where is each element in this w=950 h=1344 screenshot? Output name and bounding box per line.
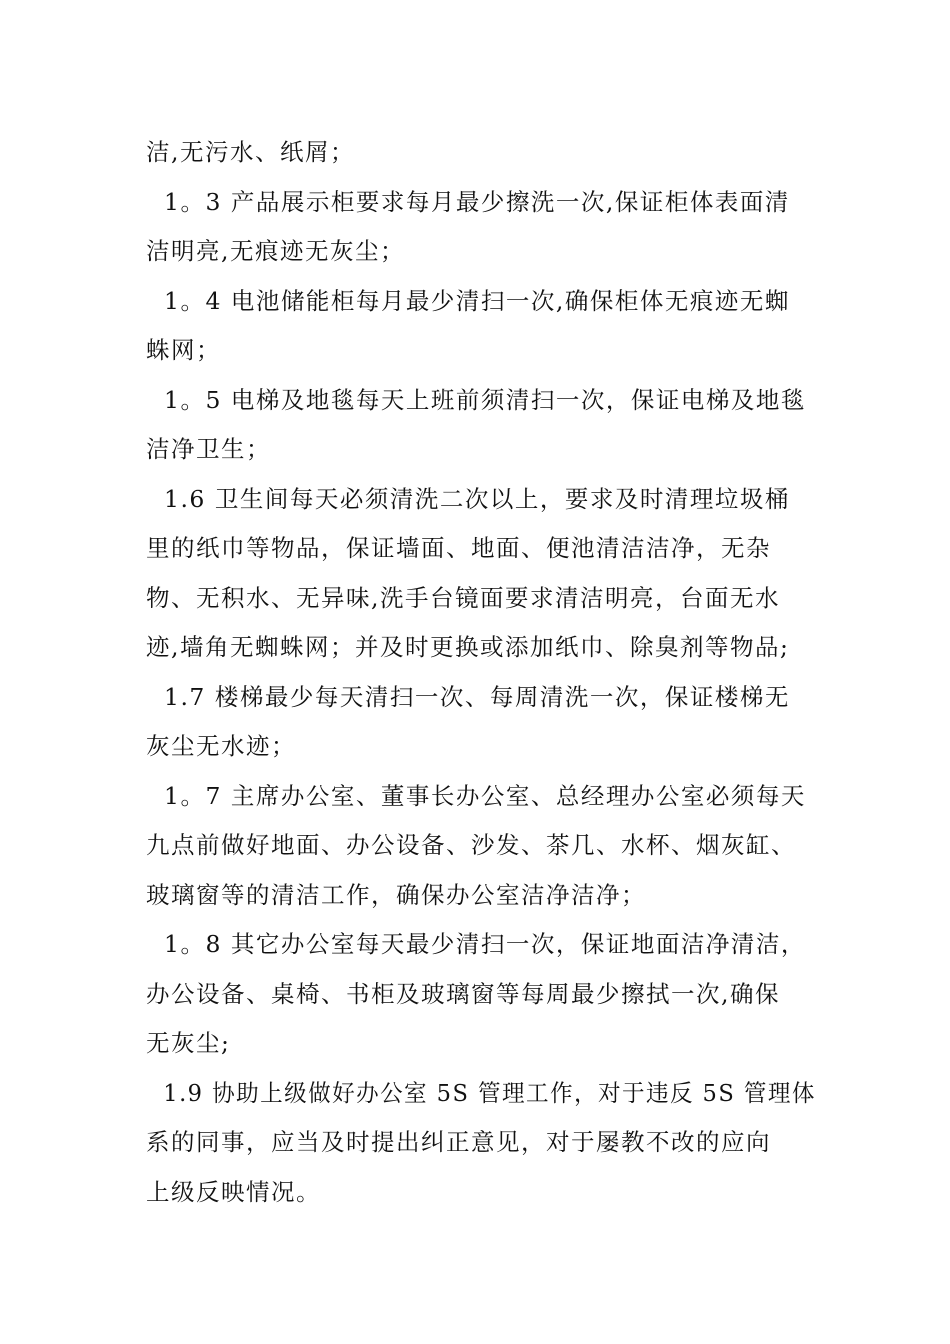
text-line: 1。4 电池储能柜每月最少清扫一次,确保柜体无痕迹无蜘	[164, 286, 790, 315]
text-line: 1。3 产品展示柜要求每月最少擦洗一次,保证柜体表面清	[164, 187, 790, 216]
text-line: 无灰尘;	[146, 1029, 231, 1057]
text-line: 1。7 主席办公室、董事长办公室、总经理办公室必须每天	[164, 781, 806, 810]
text-line: 1。5 电梯及地毯每天上班前须清扫一次，保证电梯及地毯	[164, 385, 806, 414]
paragraph	[146, 772, 816, 921]
text-line: 洁明亮,无痕迹无灰尘；	[146, 237, 405, 265]
paragraph	[146, 920, 816, 1069]
text-line: 1.9 协助上级做好办公室 5S 管理工作，对于违反 5S 管理体	[163, 1078, 816, 1107]
text-line: 里的纸巾等物品，保证墙面、地面、便池清洁洁净，无杂	[146, 534, 771, 562]
text-line: 灰尘无水迹；	[146, 732, 296, 760]
text-line: 系的同事，应当及时提出纠正意见，对于屡教不改的应向	[146, 1128, 771, 1156]
text-line: 洁净卫生；	[146, 435, 271, 463]
text-line: 物、无积水、无异味,洗手台镜面要求清洁明亮，台面无水	[146, 583, 780, 612]
text-line: 1.6 卫生间每天必须清洗二次以上，要求及时清理垃圾桶	[164, 484, 790, 513]
paragraph	[146, 673, 816, 772]
text-line: 蛛网；	[146, 336, 221, 364]
text-line: 1。8 其它办公室每天最少清扫一次，保证地面洁净清洁，	[164, 930, 806, 958]
text-line: 玻璃窗等的清洁工作，确保办公室洁净洁净；	[146, 880, 646, 909]
document-body	[146, 128, 816, 1217]
paragraph	[146, 475, 816, 673]
text-line: 迹,墙角无蜘蛛网；并及时更换或添加纸巾、除臭剂等物品;	[146, 633, 790, 661]
paragraph	[146, 128, 816, 178]
paragraph	[146, 1069, 816, 1218]
text-line: 办公设备、桌椅、书柜及玻璃窗等每周最少擦拭一次,确保	[146, 979, 780, 1008]
paragraph	[146, 178, 816, 277]
text-line: 九点前做好地面、办公设备、沙发、茶几、水杯、烟灰缸、	[146, 831, 796, 859]
paragraph	[146, 376, 816, 475]
paragraph	[146, 277, 816, 376]
text-line: 洁,无污水、纸屑；	[146, 138, 355, 166]
text-line: 上级反映情况。	[146, 1177, 321, 1206]
text-line: 1.7 楼梯最少每天清扫一次、每周清洗一次，保证楼梯无	[164, 682, 790, 711]
